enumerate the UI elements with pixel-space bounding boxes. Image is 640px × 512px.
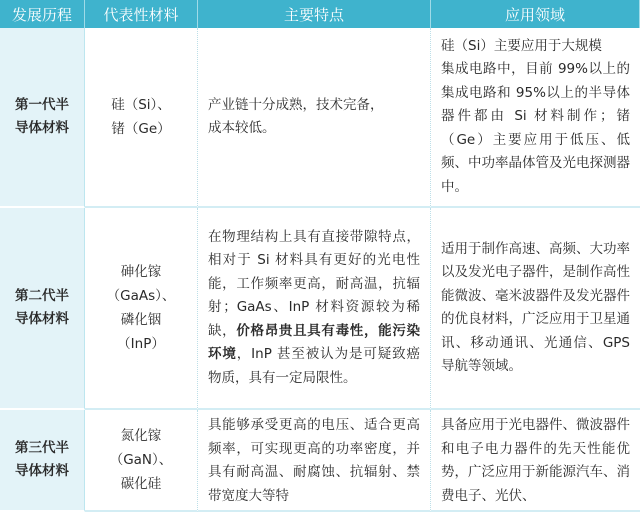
row-3-materials-text: 氮化镓 （GaN）、 碳化硅 [109,428,173,492]
row-3-features [198,410,431,512]
row-1-materials [85,28,198,208]
row-1-materials-text: 硅（Si）、 锗（Ge） [111,97,171,137]
row-2-materials-text: 砷化镓 （GaAs）、 磷化铟 （InP） [106,264,176,352]
header-stage: 发展历程 [0,0,85,28]
row-2-applications [431,208,640,410]
row-2-generation-text: 第二代半 导体材料 [15,288,69,327]
row-3-applications-text: 具备应用于光电器件、微波器件和电子电力器件的先天性能优势，广泛应用于新能源汽车、消费电子、光伏、 [441,417,630,504]
row-3-features-text: 具能够承受更高的电压、适合更高频率，可实现更高的功率密度，并具有耐高温、耐腐蚀、抗辐射、禁带宽度大等特 [208,417,420,504]
header-applications: 应用领域 [431,0,640,28]
row-1-features-text [208,94,420,141]
row-3-generation-text: 第三代半 导体材料 [15,440,69,479]
header-materials: 代表性材料 [85,0,198,28]
row-1-features [198,28,431,208]
row-1-features-part-a: 产业链十分成熟，技术完备， 成本较低。 [208,96,384,136]
row-3-materials [85,410,198,512]
row-3-generation [0,410,85,512]
row-3-applications [431,410,640,512]
row-2-features-emphasis: 价格昂贵且具有毒性，能污染环境 [208,322,421,363]
row-2-generation [0,208,85,410]
row-2-features-part-c: ，InP 甚至被认为是可疑致癌物质，具有一定局限性。 [208,346,420,386]
row-1-generation [0,28,85,208]
row-1-generation-text: 第一代半 导体材料 [15,97,69,136]
header-features: 主要特点 [198,0,431,28]
row-2-features-part-a: 在物理结构上具有直接带隙特点，相对于 Si 材料具有更好的光电性能，工作频率更高，耐高温，抗辐射；GaAs、InP 材料资源较为稀缺， [208,228,420,339]
row-2-applications-text: 适用于制作高速、高频、大功率以及发光电子器件，是制作高性能微波、毫米波器件及发光器件的优良材料，广泛应用于卫星通讯、移动通讯、光通信、GPS 导航等领域。 [441,240,630,374]
row-2-features [198,208,431,410]
row-1-applications [431,28,640,208]
row-2-features-text [208,226,420,391]
row-2-materials [85,208,198,410]
row-1-applications-text: 硅（Si）主要应用于大规模 集成电路中，目前 99%以上的集成电路和 95%以上的半导体器件都由 Si 材料制作；锗（Ge）主要应用于低压、低频、中功率晶体管及光电探测器中。 [441,37,630,195]
